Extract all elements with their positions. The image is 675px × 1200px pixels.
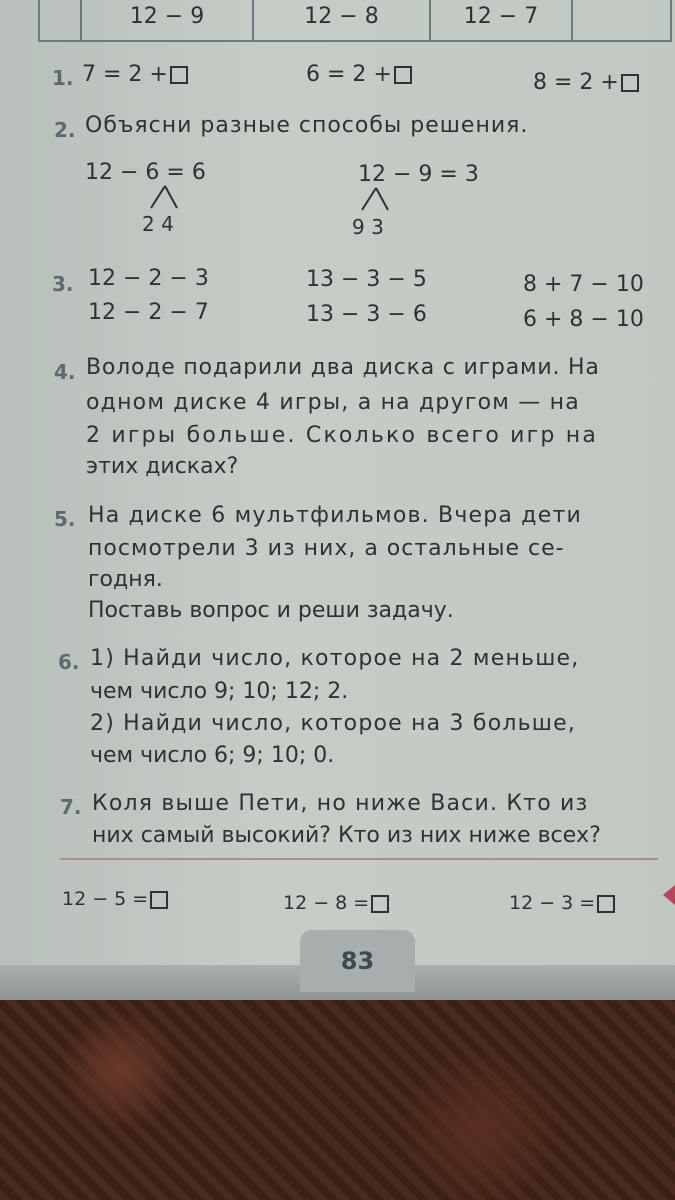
equation: 12 − 9 = 3 [358,162,479,187]
answer-box-icon [150,891,168,909]
task-number: 7. [60,795,82,819]
page-number: 83 [300,930,415,992]
task-text-line: одном диске 4 игры, а на другом — на [86,390,580,415]
split-lines-icon [356,186,396,212]
task-text-line: Поставь вопрос и реши задачу. [88,598,454,623]
answer-box-icon [371,895,389,913]
answer-box-icon [597,895,615,913]
task-number: 5. [54,507,76,531]
expression: 8 + 7 − 10 [523,272,644,297]
top-table-cell: 12 − 7 [431,0,573,40]
expression: 13 − 3 − 6 [306,302,427,327]
task-number: 1. [52,66,74,90]
divider [60,858,658,860]
task-text-line: 2 игры больше. Сколько всего игр на [86,423,599,448]
answer-box-icon [621,74,639,92]
task-text-line: Володе подарили два диска с играми. На [86,355,600,380]
carpet-background [0,990,675,1200]
answer-box-icon [394,66,412,84]
split-numbers: 9 3 [352,215,384,239]
task-text-line: чем число 6; 9; 10; 0. [90,743,335,768]
expression: 12 − 2 − 7 [88,300,209,325]
answer-box-icon [170,66,188,84]
task-text-line: них самый высокий? Кто из них ниже всех? [92,823,601,848]
task-number: 3. [52,272,74,296]
task-text-line: 2) Найди число, которое на 3 больше, [90,711,577,736]
task-text-line: этих дисках? [86,454,239,479]
top-table-cell: 12 − 8 [254,0,431,40]
equation: 7 = 2 + [82,62,188,87]
expression: 6 + 8 − 10 [523,307,644,332]
top-table-cell [573,0,668,40]
equation: 12 − 6 = 6 [85,160,206,185]
task-number: 6. [58,650,80,674]
equation: 12 − 8 = [283,892,389,914]
task-text-line: 1) Найди число, которое на 2 меньше, [90,646,580,671]
task-title: Объясни разные способы решения. [85,113,529,138]
task-number: 2. [54,118,76,142]
split-numbers: 2 4 [142,212,174,236]
equation: 12 − 5 = [62,888,168,910]
task-text-line: посмотрели 3 из них, а остальные се- [88,536,565,561]
task-number: 4. [54,360,76,384]
task-text-line: годня. [88,567,163,592]
equation: 6 = 2 + [306,62,412,87]
top-table-cell: 12 − 9 [82,0,254,40]
expression: 12 − 2 − 3 [88,266,209,291]
split-lines-icon [145,184,185,210]
top-table-cell-empty [40,0,82,40]
page-marker-icon [663,885,675,905]
equation: 8 = 2 + [533,70,639,95]
expression: 13 − 3 − 5 [306,267,427,292]
task-text-line: Коля выше Пети, но ниже Васи. Кто из [92,791,589,816]
task-text-line: На диске 6 мультфильмов. Вчера дети [88,503,582,528]
equation: 12 − 3 = [509,892,615,914]
task-text-line: чем число 9; 10; 12; 2. [90,679,349,704]
top-table [38,0,672,42]
